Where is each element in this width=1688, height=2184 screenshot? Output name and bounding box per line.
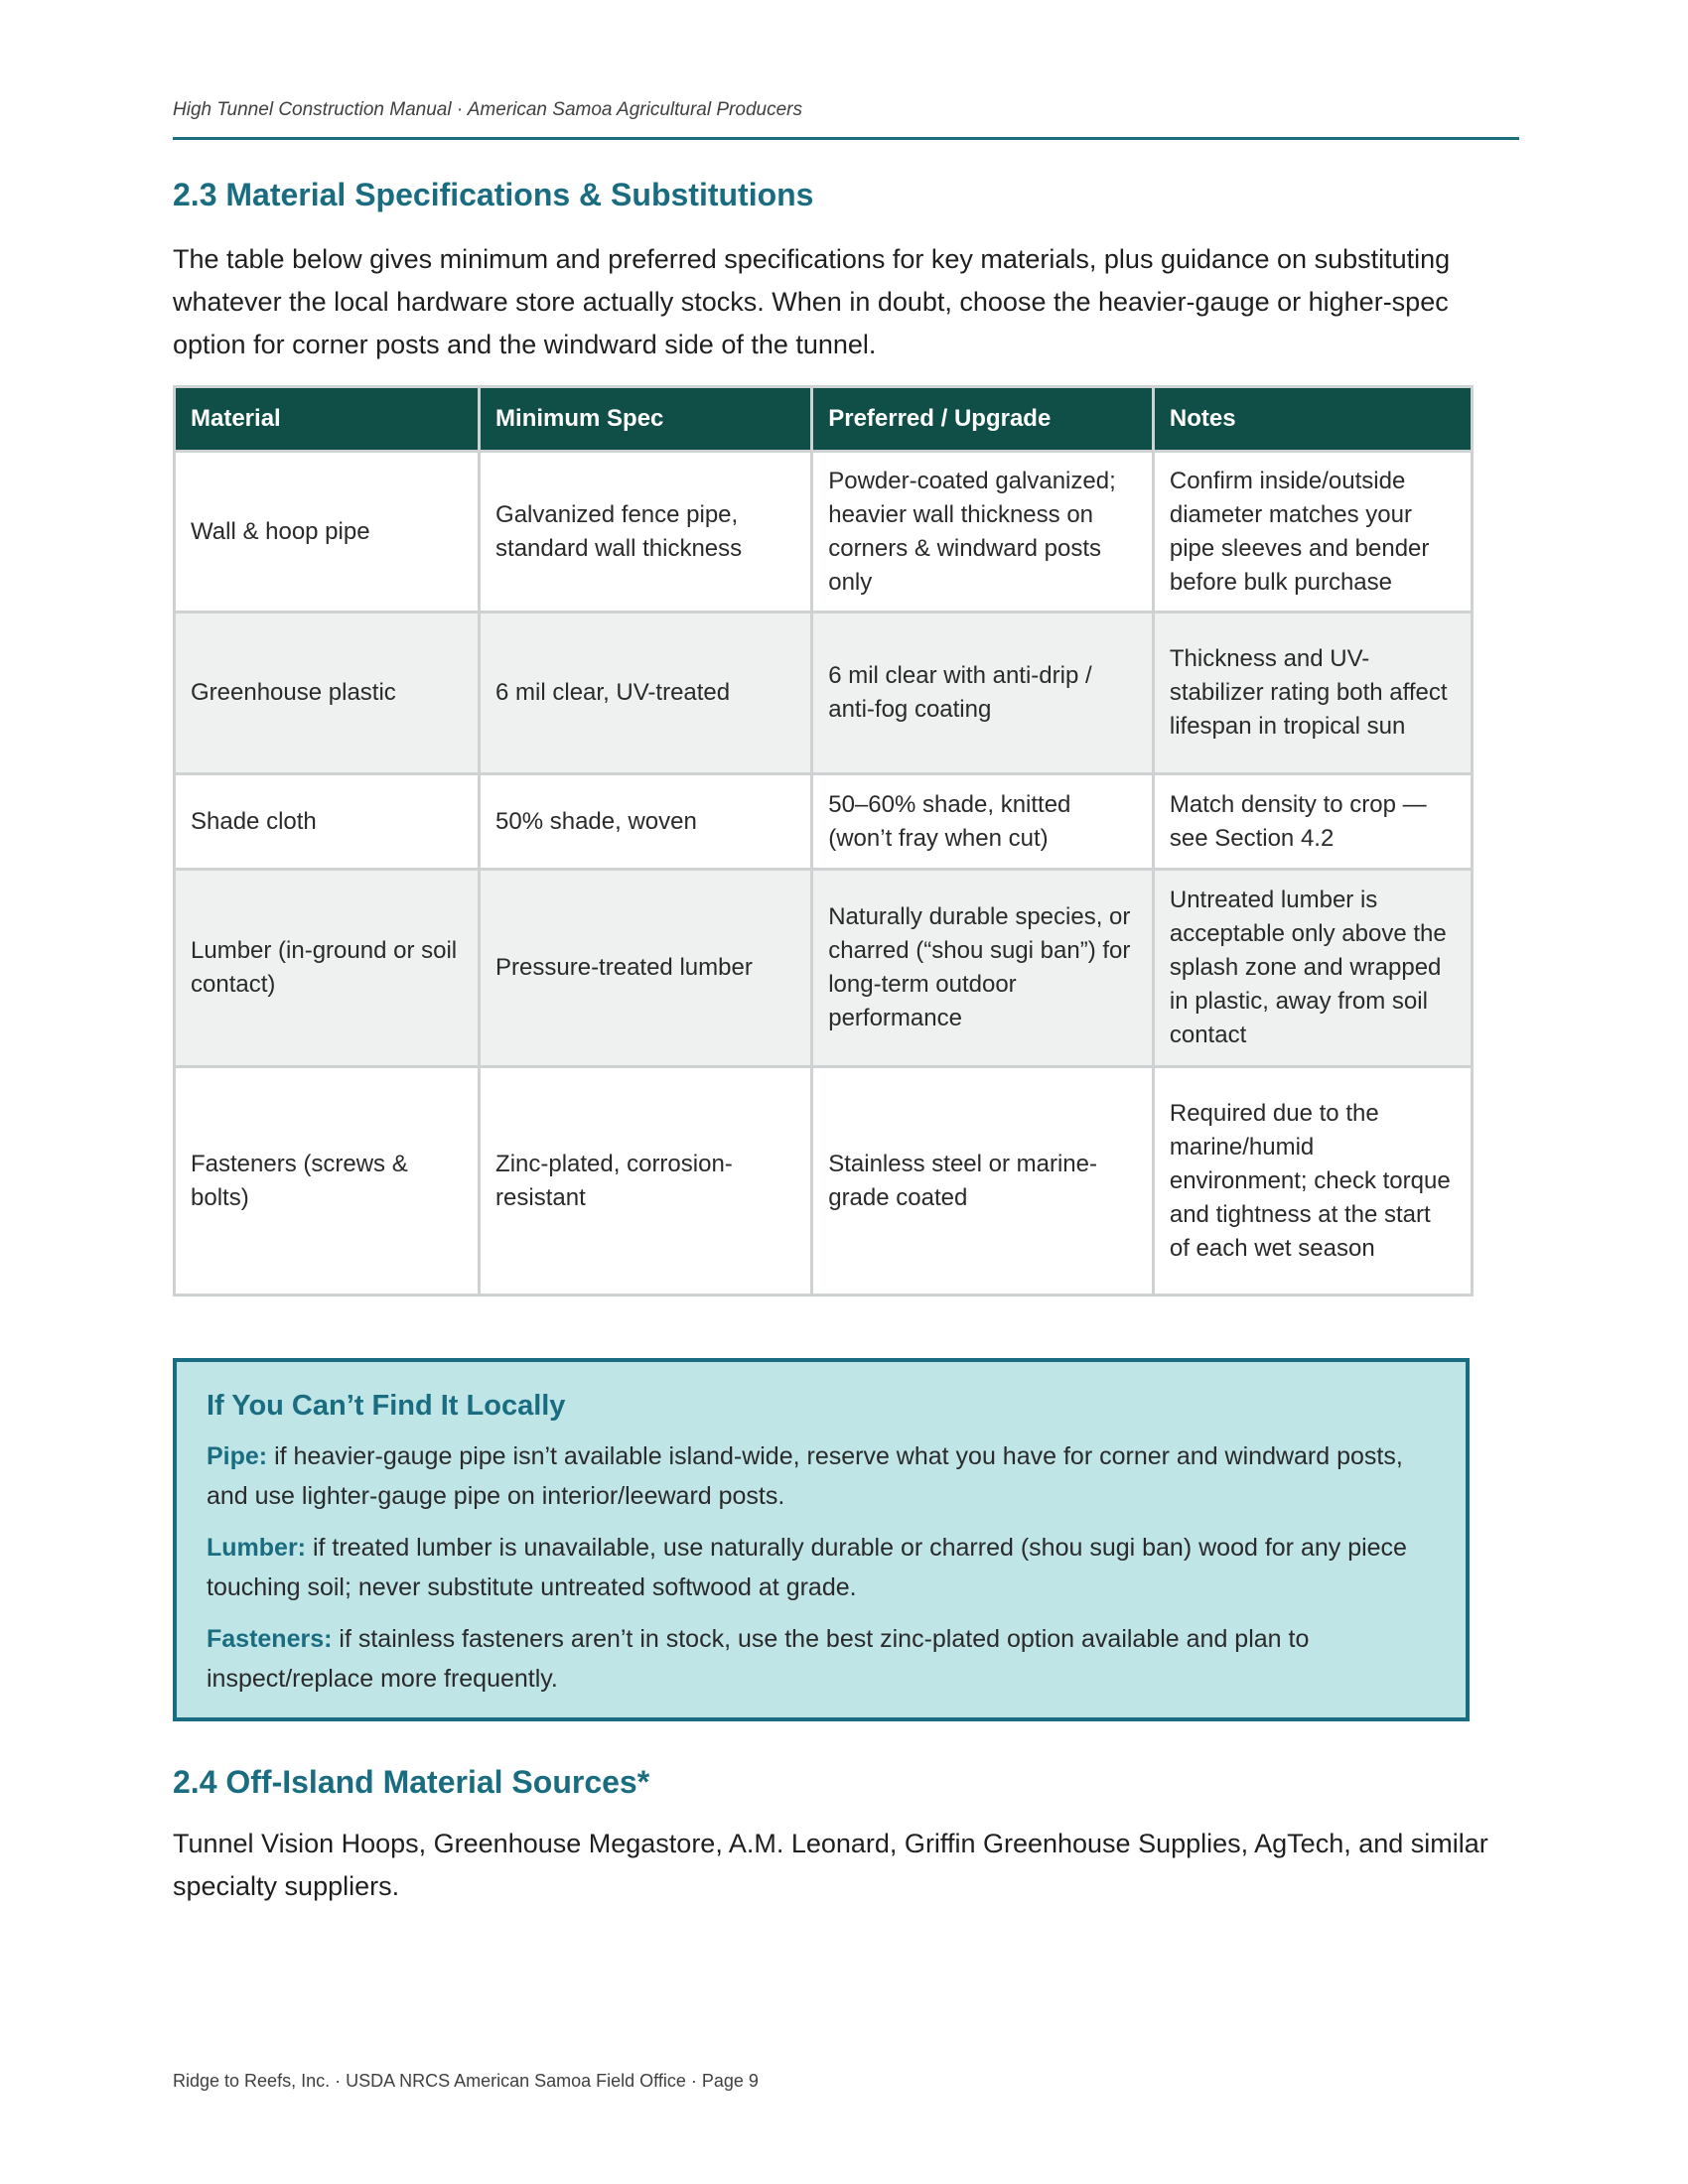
cell-minimum-spec: Galvanized fence pipe, standard wall thickness xyxy=(480,452,812,613)
section-heading-2-3: 2.3 Material Specifications & Substitutions xyxy=(173,177,814,212)
cell-notes: Confirm inside/outside diameter matches your pipe sleeves and bender before bulk purchase xyxy=(1153,452,1472,613)
cell-material: Greenhouse plastic xyxy=(175,613,480,774)
callout-text: if treated lumber is unavailable, use naturally durable or charred (shou sugi ban) wood for any piece touching soil; never substitute untreated softwood at grade. xyxy=(207,1534,1407,1601)
cell-minimum-spec: 50% shade, woven xyxy=(480,774,812,870)
material-spec-table xyxy=(173,385,1474,1297)
running-header xyxy=(173,95,1519,140)
cell-material: Shade cloth xyxy=(175,774,480,870)
table-row xyxy=(175,452,1473,613)
cell-material: Fasteners (screws & bolts) xyxy=(175,1067,480,1296)
callout-title: If You Can’t Find It Locally xyxy=(207,1390,566,1422)
cell-preferred: Powder-coated galvanized; heavier wall thickness on corners & windward posts only xyxy=(812,452,1154,613)
section-heading-2-4: 2.4 Off-Island Material Sources* xyxy=(173,1764,650,1800)
table-row xyxy=(175,774,1473,870)
callout-lead: Fasteners: xyxy=(207,1625,333,1653)
intro-paragraph: The table below gives minimum and preferred specifications for key materials, plus guidance on substituting whatever the local hardware store actually stocks. When in doubt, choose the heavier-gauge or higher-spec option for corner posts and the windward side of the tunnel. xyxy=(173,244,1451,359)
column-header-notes: Notes xyxy=(1153,387,1472,452)
cell-minimum-spec: Pressure-treated lumber xyxy=(480,870,812,1067)
callout-text: if stainless fasteners aren’t in stock, use the best zinc-plated option available and plan to inspect/replace more frequently. xyxy=(207,1625,1310,1693)
table-row xyxy=(175,1067,1473,1296)
cell-material: Lumber (in-ground or soil contact) xyxy=(175,870,480,1067)
table-row xyxy=(175,613,1473,774)
cell-preferred: Naturally durable species, or charred (“shou sugi ban”) for long-term outdoor performance xyxy=(812,870,1154,1067)
callout-item-fasteners xyxy=(207,1619,1436,1699)
table-row xyxy=(175,870,1473,1067)
column-header-minimum-spec: Minimum Spec xyxy=(480,387,812,452)
local-substitution-callout xyxy=(173,1358,1470,1721)
cell-preferred: 50–60% shade, knitted (won’t fray when cut) xyxy=(812,774,1154,870)
sources-paragraph: Tunnel Vision Hoops, Greenhouse Megastore, A.M. Leonard, Griffin Greenhouse Supplies, AgTech, and similar specialty suppliers. xyxy=(173,1829,1488,1901)
callout-item-pipe xyxy=(207,1436,1436,1516)
page-footer: Ridge to Reefs, Inc. · USDA NRCS American Samoa Field Office · Page 9 xyxy=(173,2071,759,2091)
callout-lead: Pipe: xyxy=(207,1442,268,1470)
callout-text: if heavier-gauge pipe isn’t available island-wide, reserve what you have for corner and windward posts, and use lighter-gauge pipe on interior/leeward posts. xyxy=(207,1442,1403,1510)
table-header-row xyxy=(175,387,1473,452)
column-header-material: Material xyxy=(175,387,480,452)
cell-notes: Match density to crop — see Section 4.2 xyxy=(1153,774,1472,870)
cell-material: Wall & hoop pipe xyxy=(175,452,480,613)
cell-minimum-spec: Zinc-plated, corrosion-resistant xyxy=(480,1067,812,1296)
cell-minimum-spec: 6 mil clear, UV-treated xyxy=(480,613,812,774)
cell-preferred: Stainless steel or marine-grade coated xyxy=(812,1067,1154,1296)
callout-lead: Lumber: xyxy=(207,1534,306,1562)
cell-notes: Thickness and UV-stabilizer rating both affect lifespan in tropical sun xyxy=(1153,613,1472,774)
column-header-preferred: Preferred / Upgrade xyxy=(812,387,1154,452)
callout-item-lumber xyxy=(207,1528,1436,1607)
cell-preferred: 6 mil clear with anti-drip / anti-fog coating xyxy=(812,613,1154,774)
running-title: High Tunnel Construction Manual · American Samoa Agricultural Producers xyxy=(173,99,802,120)
cell-notes: Required due to the marine/humid environment; check torque and tightness at the start of each wet season xyxy=(1153,1067,1472,1296)
cell-notes: Untreated lumber is acceptable only above the splash zone and wrapped in plastic, away from soil contact xyxy=(1153,870,1472,1067)
